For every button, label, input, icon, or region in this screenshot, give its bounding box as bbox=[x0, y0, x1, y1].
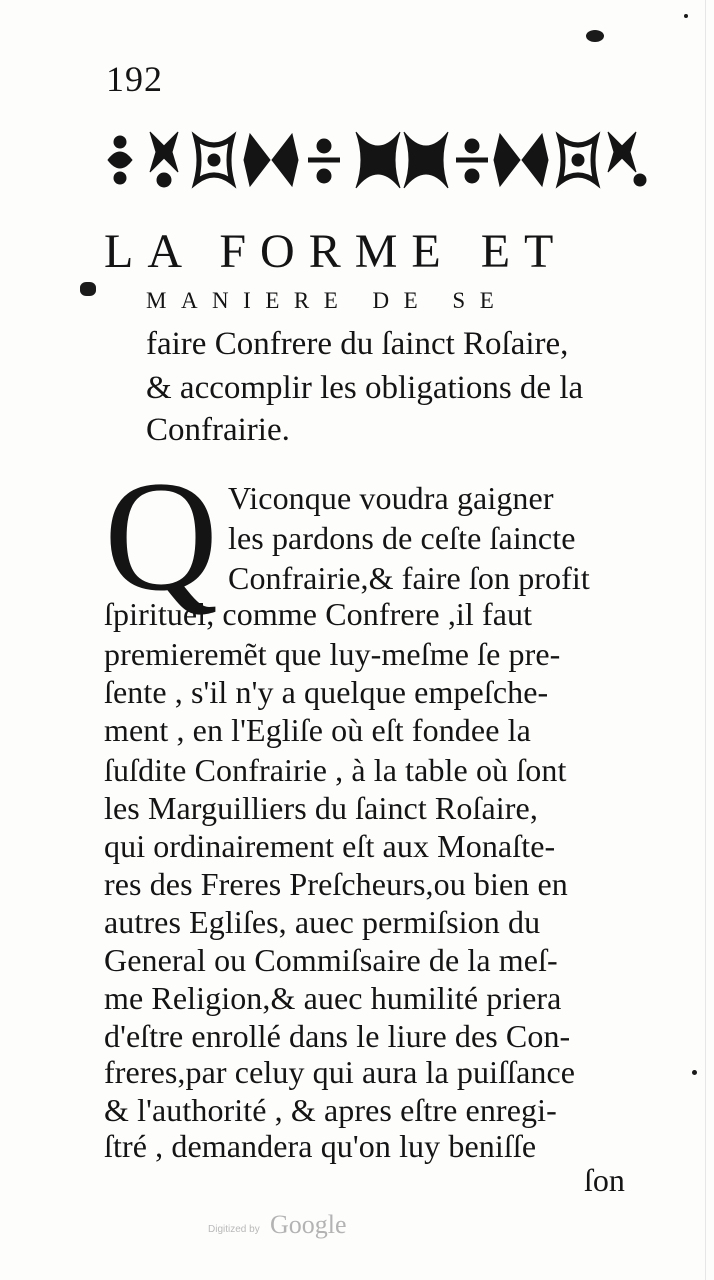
ink-speck bbox=[586, 30, 604, 42]
body-line: & l'authorité , & apres eſtre enregi- bbox=[104, 1092, 557, 1128]
fleuron-2 bbox=[150, 132, 178, 187]
body-line: Viconque voudra gaigner bbox=[228, 480, 554, 516]
body-line: me Religion,& auec humilité priera bbox=[104, 980, 562, 1016]
body-line: ment , en l'Egliſe où eſt fondee la bbox=[104, 712, 531, 748]
page-edge bbox=[705, 0, 706, 1280]
fleuron-4 bbox=[244, 134, 298, 186]
title-subheading: MANIERE DE SE bbox=[146, 288, 509, 313]
drop-cap: Q bbox=[104, 449, 219, 624]
fleuron-6 bbox=[456, 139, 488, 183]
ornament-band bbox=[100, 118, 656, 202]
body-line: d'eſtre enrollé dans le liure des Con- bbox=[104, 1018, 571, 1054]
fleuron-1 bbox=[108, 136, 132, 184]
watermark-brand: Google bbox=[270, 1210, 347, 1239]
page-number: 192 bbox=[106, 59, 163, 99]
body-line: ſpirituel, comme Confrere ,il faut bbox=[104, 596, 533, 632]
fleuron-center bbox=[356, 132, 448, 188]
body-line: Confrairie,& faire ſon profit bbox=[228, 560, 590, 596]
body-line: General ou Commiſsaire de la meſ- bbox=[104, 942, 558, 978]
body-line: ſuſdite Confrairie , à la table où ſont bbox=[104, 752, 567, 788]
body-line: freres,par celuy qui aura la puiſſance bbox=[104, 1054, 576, 1090]
catchword: ſon bbox=[584, 1162, 625, 1198]
digitized-watermark bbox=[208, 1208, 378, 1248]
subtitle-line: faire Confrere du ſainct Roſaire, bbox=[146, 326, 569, 362]
body-line: ſente , s'il n'y a quelque empeſche- bbox=[104, 674, 549, 710]
body-line: premieremẽt que luy-meſme ſe pre- bbox=[104, 636, 561, 672]
fleuron-3 bbox=[196, 138, 232, 182]
subtitle-line: Confrairie. bbox=[146, 412, 290, 448]
fleuron-8 bbox=[560, 138, 596, 182]
body-line: qui ordinairement eſt aux Monaſte- bbox=[104, 828, 556, 864]
body-line: res des Freres Preſcheurs,ou bien en bbox=[104, 866, 568, 902]
ink-speck bbox=[684, 14, 688, 18]
body-line: les pardons de ceſte ſaincte bbox=[228, 520, 576, 556]
body-line: autres Egliſes, auec permiſsion du bbox=[104, 904, 541, 940]
ink-speck bbox=[692, 1070, 697, 1075]
body-line: les Marguilliers du ſainct Roſaire, bbox=[104, 790, 538, 826]
subtitle-line: & accomplir les obligations de la bbox=[146, 370, 584, 406]
fleuron-9 bbox=[608, 132, 646, 186]
title-main: LA FORME ET bbox=[104, 225, 568, 278]
watermark-digitized-label: Digitized by bbox=[208, 1224, 260, 1235]
fleuron-5 bbox=[308, 139, 340, 183]
fleuron-7 bbox=[494, 134, 548, 186]
body-line: ſtré , demandera qu'on luy beniſſe bbox=[104, 1128, 537, 1164]
ink-speck bbox=[80, 282, 96, 296]
